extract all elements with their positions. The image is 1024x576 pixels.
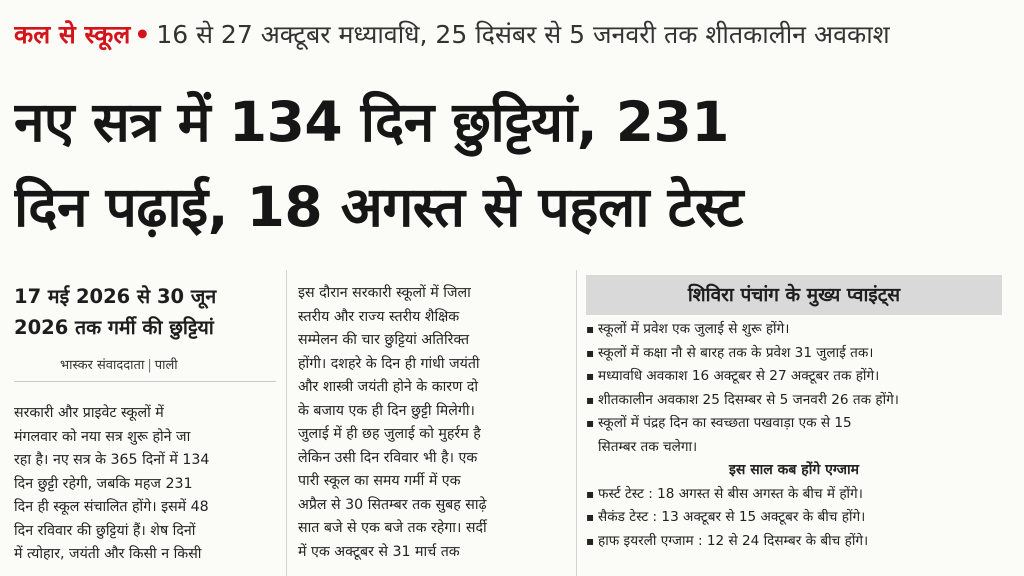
kicker-tag: कल से स्कूल <box>14 20 131 49</box>
article-line: लेकिन उसी दिन रविवार भी है। एक <box>298 449 478 466</box>
kicker-separator: • <box>134 20 151 49</box>
headline-line-1: नए सत्र में 134 दिन छुट्टियां, 231 <box>14 90 730 154</box>
article-column-1 <box>14 402 276 576</box>
article-line: जुलाई में ही छह जुलाई को मुहर्रम है <box>298 426 481 442</box>
byline <box>60 355 276 377</box>
byline-divider <box>14 381 276 382</box>
bullet-icon: ▪ <box>586 533 595 548</box>
article-line: दिन ही स्कूल संचालित होंगे। इसमें 48 <box>14 499 209 515</box>
article-line: स्तरीय और राज्य स्तरीय शैक्षिक <box>298 308 460 325</box>
list-item: ▪ मध्यावधि अवकाश 16 अक्टूबर से 27 अक्टूबर तक होंगे। <box>586 365 1002 389</box>
article-line: अप्रैल से 30 सितम्बर तक सुबह साढ़े <box>298 496 487 513</box>
article-line: सम्मेलन की चार छुट्टियां अतिरिक्त <box>298 332 470 348</box>
article-line: और शास्त्री जयंती होने के कारण दो <box>298 379 479 395</box>
article-line: रहा है। नए सत्र के 365 दिनों में 134 <box>14 452 210 468</box>
article-line: सात बजे से एक बजे तक रहेगा। सर्दी <box>298 520 487 536</box>
article-column-2 <box>298 282 566 576</box>
subhead <box>14 281 276 345</box>
article-line: सरकारी और प्राइवेट स्कूलों में <box>14 405 164 421</box>
bullet-icon: ▪ <box>586 392 595 407</box>
article-line: के बजाय एक ही दिन छुट्टी मिलेगी। <box>298 402 475 419</box>
bullet-icon: ▪ <box>586 486 595 501</box>
list-item: ▪ स्कूलों में प्रवेश एक जुलाई से शुरू होंगे। <box>586 318 1002 342</box>
key-points-list <box>586 318 1002 576</box>
column-divider <box>286 270 287 576</box>
bullet-icon: ▪ <box>586 416 595 430</box>
article-line: इस दौरान सरकारी स्कूलों में जिला <box>298 285 471 301</box>
list-item: ▪ स्कूलों में कक्षा नौ से बारह तक के प्रवेश 31 जुलाई तक। <box>586 342 1002 366</box>
byline-reporter: भास्कर संवाददाता <box>60 358 145 373</box>
subhead-line-2: 2026 तक गर्मी की छुट्टियां <box>14 316 214 339</box>
list-item: ▪ हाफ इयरली एग्जाम : 12 से 24 दिसम्बर के बीच होंगे। <box>586 530 1002 554</box>
article-line: दिन छुट्टी रहेगी, जबकि महज 231 <box>14 475 193 492</box>
article-line: पारी स्कूल का समय गर्मी में एक <box>298 473 461 489</box>
kicker-text: 16 से 27 अक्टूबर मध्यावधि, 25 दिसंबर से 5 जनवरी तक शीतकालीन अवकाश <box>156 20 890 49</box>
headline-line-2: दिन पढ़ाई, 18 अगस्त से पहला टेस्ट <box>14 175 743 239</box>
subhead-line-1: 17 मई 2026 से 30 जून <box>14 285 217 308</box>
article-line: में एक अक्टूबर से 31 मार्च तक <box>298 543 460 560</box>
bullet-icon: ▪ <box>586 369 595 383</box>
column-divider <box>576 270 577 576</box>
key-points-box-title: शिविरा पंचांग के मुख्य प्वाइंट्स <box>586 275 1002 315</box>
list-item: ▪ सैकंड टेस्ट : 13 अक्टूबर से 15 अक्टूबर के बीच होंगे। <box>586 506 1002 530</box>
article-line: मंगलवार को नया सत्र शुरू होने जा <box>14 428 191 445</box>
article-line: दिन रविवार की छुट्टियां हैं। शेष दिनों <box>14 522 196 539</box>
list-item-continuation: सितम्बर तक चलेगा। <box>598 438 698 455</box>
bullet-icon: ▪ <box>586 510 595 524</box>
bullet-icon: ▪ <box>586 345 595 360</box>
byline-separator: | <box>147 358 152 373</box>
list-item: ▪ स्कूलों में पंद्रह दिन का स्वच्छता पखवाड़ा एक से 15 <box>586 412 1002 436</box>
article-line: होंगी। दशहरे के दिन ही गांधी जयंती <box>298 355 480 372</box>
exam-section-title: इस साल कब होंगे एग्जाम <box>728 462 859 478</box>
list-item: ▪ शीतकालीन अवकाश 25 दिसम्बर से 5 जनवरी 26 तक होंगे। <box>586 389 1002 413</box>
article-line: में त्योहार, जयंती और किसी न किसी <box>14 546 202 562</box>
byline-place: पाली <box>154 358 178 373</box>
list-item: ▪ फर्स्ट टेस्ट : 18 अगस्त से बीस अगस्त के बीच में होंगे। <box>586 483 1002 507</box>
bullet-icon: ▪ <box>586 322 595 336</box>
kicker-line <box>14 14 1014 56</box>
